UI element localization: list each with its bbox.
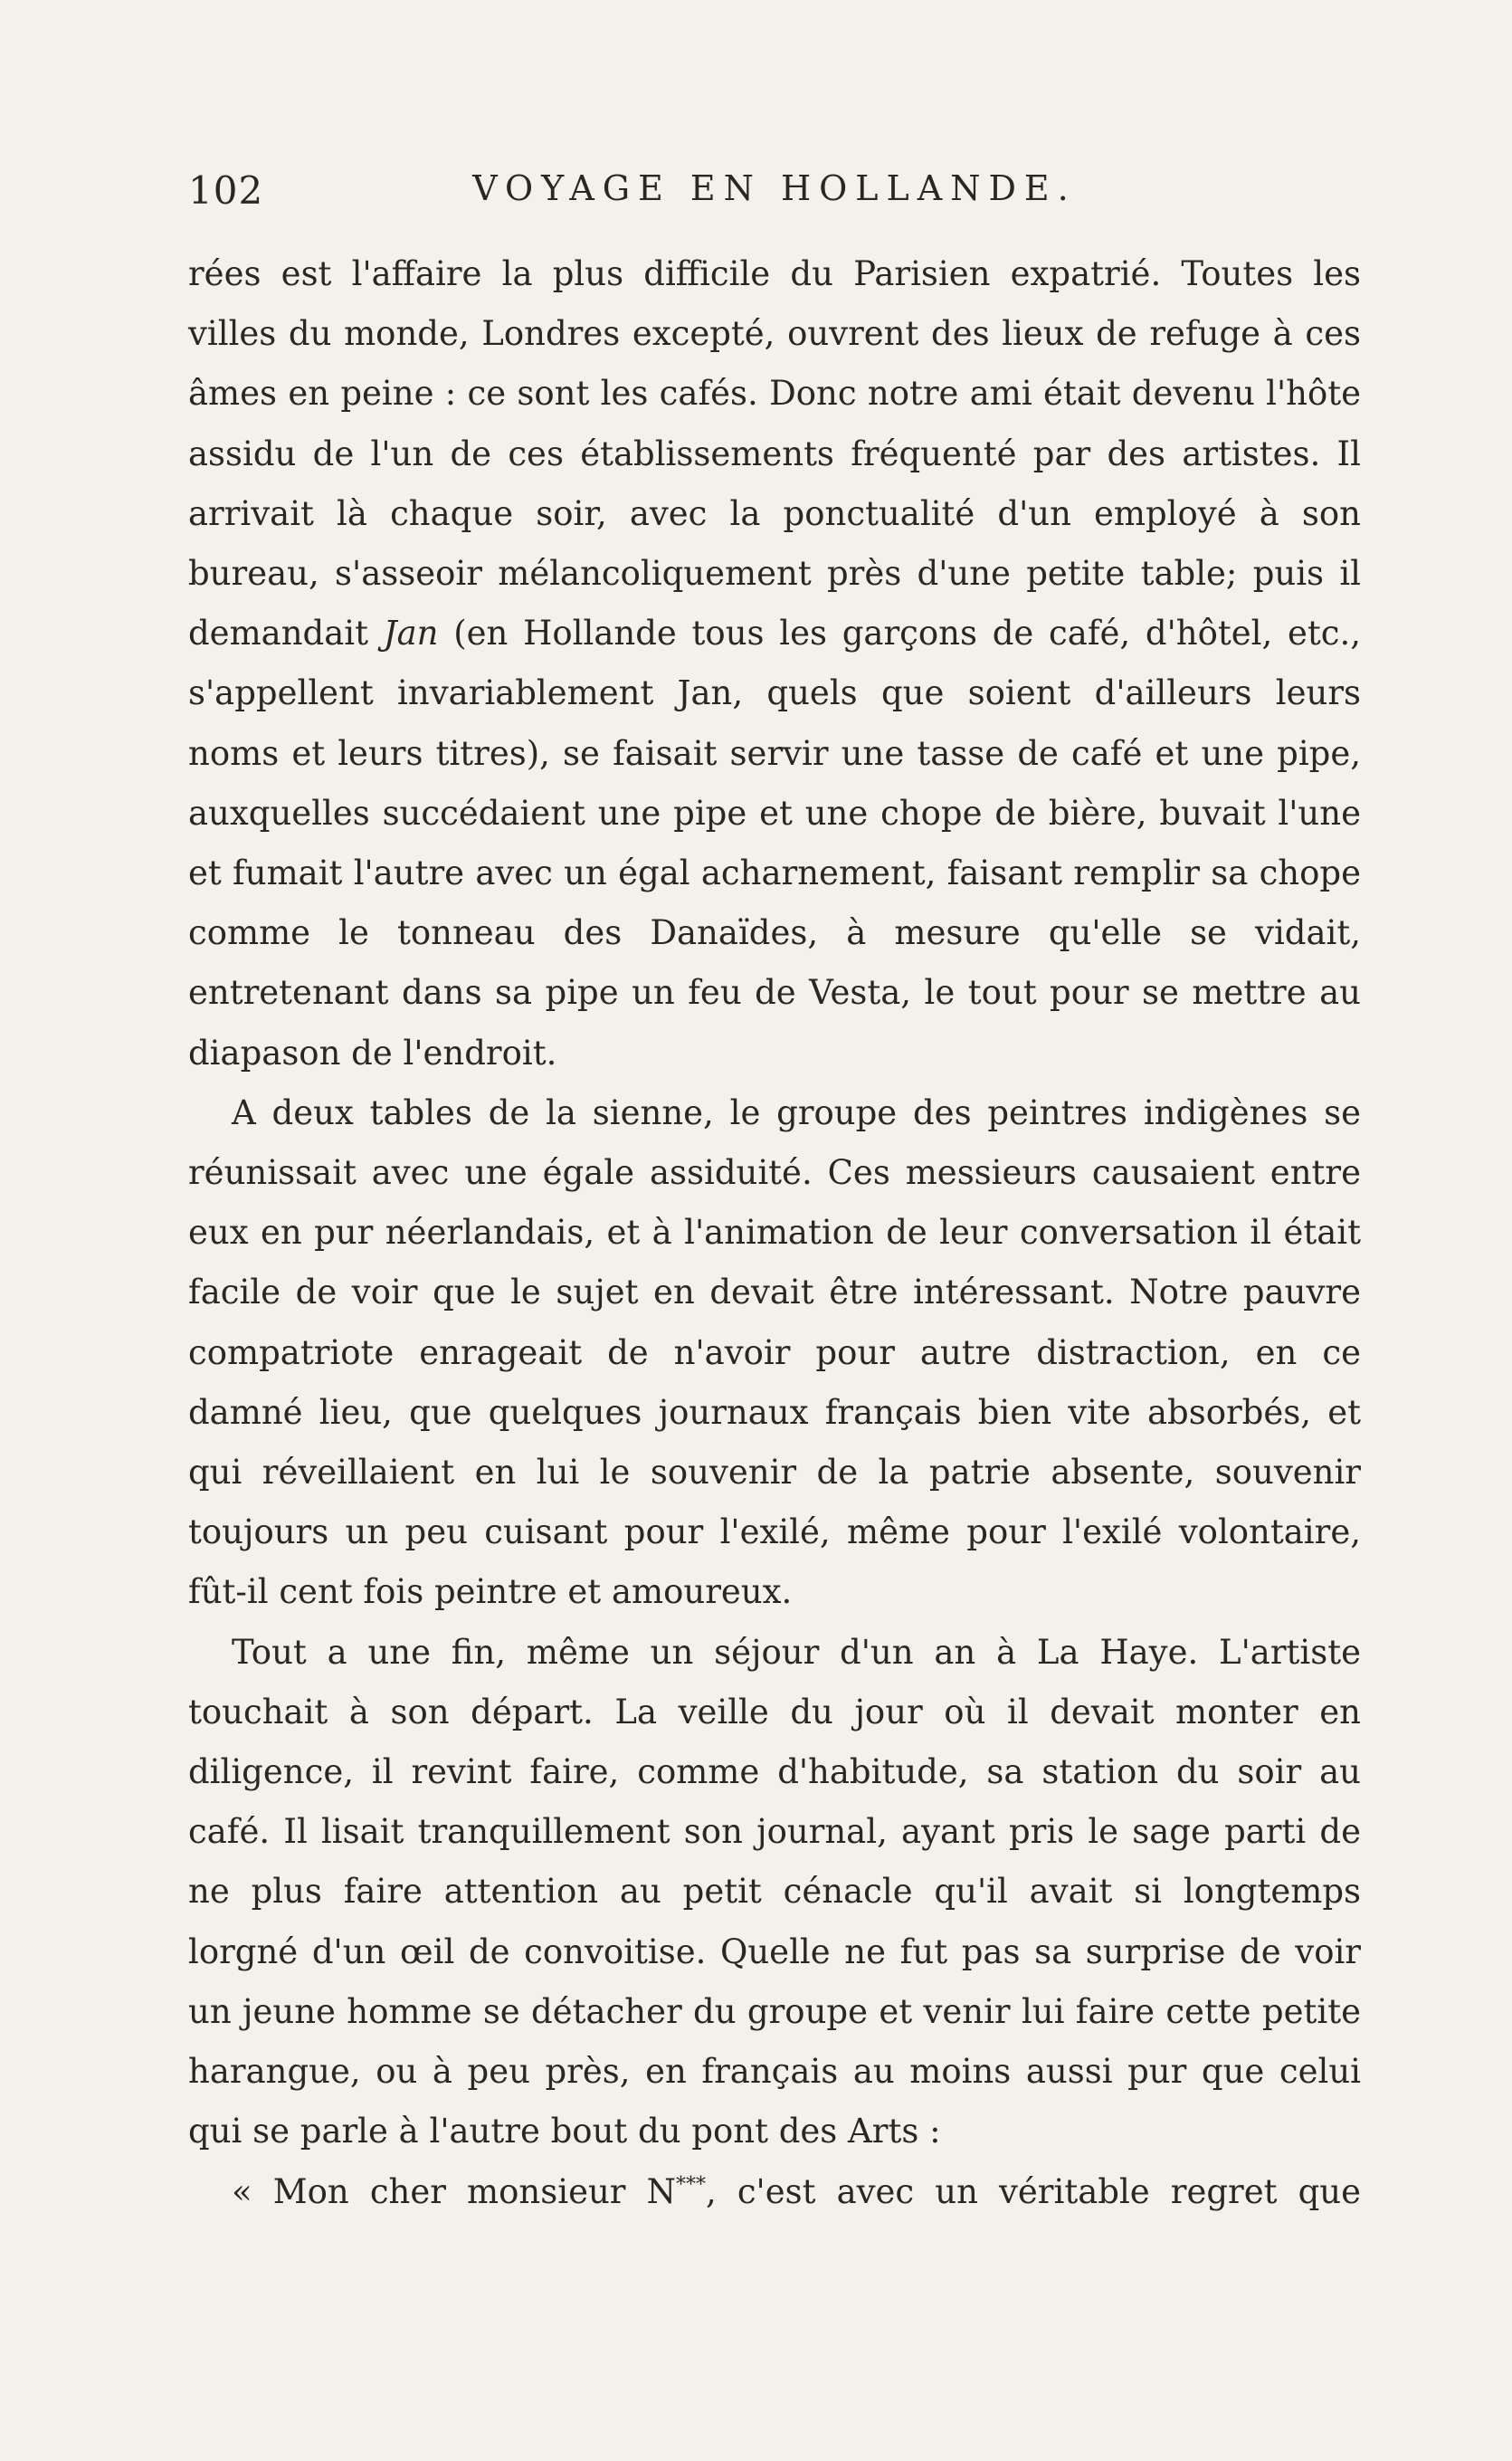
paragraph-1-text-b: (en Hollande tous les garçons de café, d'hôtel, etc., s'appellent invariablement Jan, quels que soient d'ailleurs leurs noms et leurs titres), se faisait servir une tasse de café et une pipe, auxquelles succédaient une pipe et une chope de bière, buvait l'une et fumait l'autre avec un égal acharnement, faisant remplir sa chope comme le tonneau des Danaïdes, à mesure qu'elle se vidait, entretenant dans sa pipe un feu de Vesta, le tout pour se mettre au diapason de l'endroit. [188, 614, 1361, 1073]
running-title: VOYAGE EN HOLLANDE. [472, 168, 1077, 208]
body-text [188, 244, 1361, 2222]
paragraph-4-asterisks: *** [675, 2173, 706, 2197]
page-number: 102 [188, 168, 264, 213]
paragraph-1-italic: Jan [383, 614, 439, 653]
paragraph-1-text-a: rées est l'affaire la plus difficile du Parisien expatrié. Toutes les villes du monde, Londres excepté, ouvrent des lieux de refuge à ces âmes en peine : ce sont les cafés. Donc notre ami était devenu l'hôte assidu de l'un de ces établissements fréquenté par des artistes. Il arrivait là chaque soir, avec la ponctualité d'un employé à son bureau, s'asseoir mélancoliquement près d'une petite table; puis il demandait [188, 254, 1361, 653]
page-header [188, 168, 1361, 223]
paragraph-1 [188, 244, 1361, 1083]
paragraph-3: Tout a une fin, même un séjour d'un an à La Haye. L'artiste touchait à son départ. La veille du jour où il devait monter en diligence, il revint faire, comme d'habitude, sa station du soir au café. Il lisait tranquillement son journal, ayant pris le sage parti de ne plus faire attention au petit cénacle qu'il avait si longtemps lorgné d'un œil de convoitise. Quelle ne fut pas sa surprise de voir un jeune homme se détacher du groupe et venir lui faire cette petite harangue, ou à peu près, en français au moins aussi pur que celui qui se parle à l'autre bout du pont des Arts : [188, 1632, 1361, 2151]
paragraph-4 [188, 2162, 1361, 2222]
paragraph-4-text-b: , c'est avec un véritable regret que [705, 2171, 1362, 2211]
paragraph-2: A deux tables de la sienne, le groupe des peintres indigènes se réunissait avec une égale assiduité. Ces messieurs causaient entre eux en pur néerlandais, et à l'animation de leur conversation il était facile de voir que le sujet en devait être intéressant. Notre pauvre compatriote enrageait de n'avoir pour autre distraction, en ce damné lieu, que quelques journaux français bien vite absorbés, et qui réveillaient en lui le souvenir de la patrie absente, souvenir toujours un peu cuisant pour l'exilé, même pour l'exilé volontaire, fût-il cent fois peintre et amoureux. [188, 1092, 1361, 1612]
paragraph-4-text-a: « Mon cher monsieur N [232, 2171, 676, 2211]
